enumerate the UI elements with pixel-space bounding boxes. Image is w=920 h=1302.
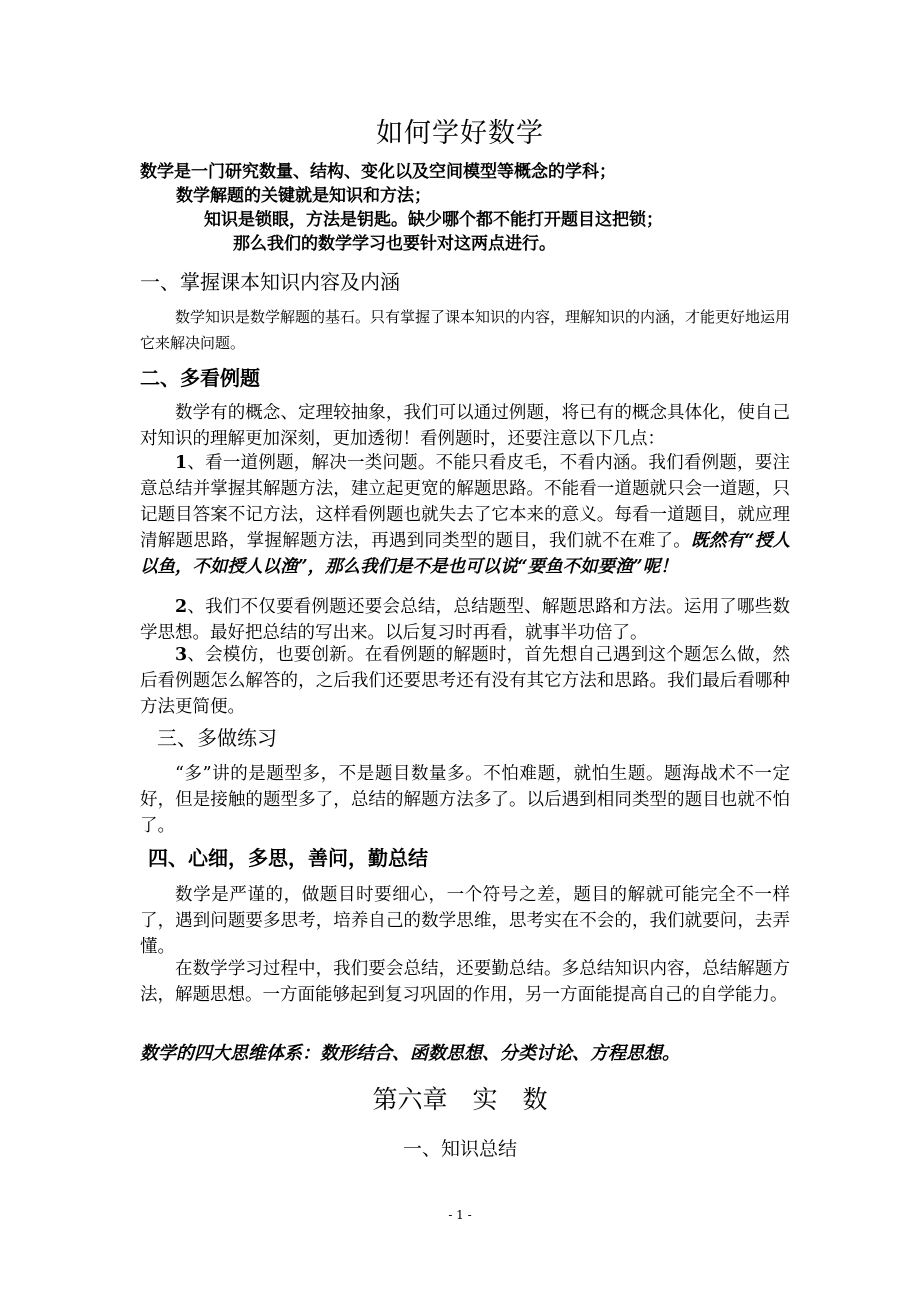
section-1-paragraph: 数学知识是数学解题的基石。只有掌握了课本知识的内容，理解知识的内涵，才能更好地运用它来解决问题。 bbox=[140, 308, 791, 352]
section-2-heading: 二、多看例题 bbox=[140, 366, 260, 390]
section-4-heading: 四、心细，多思，善问，勤总结 bbox=[148, 846, 428, 870]
chapter-subheading: 一、知识总结 bbox=[402, 1138, 517, 1160]
section-4-paragraph-1: 数学是严谨的，做题目时要细心，一个符号之差，题目的解就可能完全不一样了，遇到问题要多思考，培养自己的数学思维，思考实在不会的，我们就要问，去弄懂。 bbox=[140, 885, 790, 957]
page-title: 如何学好数学 bbox=[376, 118, 544, 149]
section-2-point-3 bbox=[140, 642, 790, 720]
section-4-paragraph-2: 在数学学习过程中，我们要会总结，还要勤总结。多总结知识内容，总结解题方法，解题思想。一方面能够起到复习巩固的作用，另一方面能提高自己的自学能力。 bbox=[140, 959, 790, 1005]
point-3-number: 3 bbox=[175, 645, 188, 665]
point-1-text: 、看一道例题，解决一类问题。不能只看皮毛，不看内涵。我们看例题，要注意总结并掌握其解题方法，建立起更宽的解题思路。不能看一道题就只会一道题，只记题目答案不记方法，这样看例题也就失去了它本来的意义。每看一道题目，就应理清解题思路，掌握解题方法，再遇到同类型的题目，我们就不在难了。 bbox=[140, 453, 790, 551]
section-1-heading: 一、掌握课本知识内容及内涵 bbox=[140, 270, 400, 294]
point-2-number: 2 bbox=[175, 597, 188, 617]
section-2-paragraph: 数学有的概念、定理较抽象，我们可以通过例题，将已有的概念具体化，使自己对知识的理解更加深刻，更加透彻！看例题时，还要注意以下几点： bbox=[140, 403, 790, 449]
section-2-point-2 bbox=[140, 594, 790, 646]
thinking-system-summary: 数学的四大思维体系：数形结合、函数思想、分类讨论、方程思想。 bbox=[140, 1043, 680, 1064]
intro-line-4: 那么我们的数学学习也要针对这两点进行。 bbox=[233, 234, 556, 254]
point-1-quote: 既然有“授人以鱼，不如授人以渔”，那么我们是不是也可以说“要鱼不如要渔”呢！ bbox=[140, 531, 790, 577]
chapter-title: 第六章 实 数 bbox=[372, 1085, 548, 1114]
intro-line-3: 知识是锁眼，方法是钥匙。缺少哪个都不能打开题目这把锁； bbox=[204, 210, 663, 230]
page-number: - 1 - bbox=[448, 1208, 472, 1222]
intro-line-2: 数学解题的关键就是知识和方法； bbox=[176, 186, 431, 206]
section-3-heading: 三、多做练习 bbox=[157, 726, 277, 750]
point-1-number: 1 bbox=[175, 453, 188, 473]
section-3-paragraph: “多”讲的是题型多，不是题目数量多。不怕难题，就怕生题。题海战术不一定好，但是接触的题型多了，总结的解题方法多了。以后遇到相同类型的题目也就不怕了。 bbox=[140, 764, 790, 836]
point-3-text: 、会模仿，也要创新。在看例题的解题时，首先想自己遇到这个题怎么做，然后看例题怎么解答的，之后我们还要思考还有没有其它方法和思路。我们最后看哪种方法更简便。 bbox=[140, 645, 790, 717]
point-2-text: 、我们不仅要看例题还要会总结，总结题型、解题思路和方法。运用了哪些数学思想。最好把总结的写出来。以后复习时再看，就事半功倍了。 bbox=[140, 597, 790, 643]
section-2-point-1 bbox=[140, 450, 790, 580]
intro-line-1: 数学是一门研究数量、结构、变化以及空间模型等概念的学科； bbox=[140, 162, 616, 182]
